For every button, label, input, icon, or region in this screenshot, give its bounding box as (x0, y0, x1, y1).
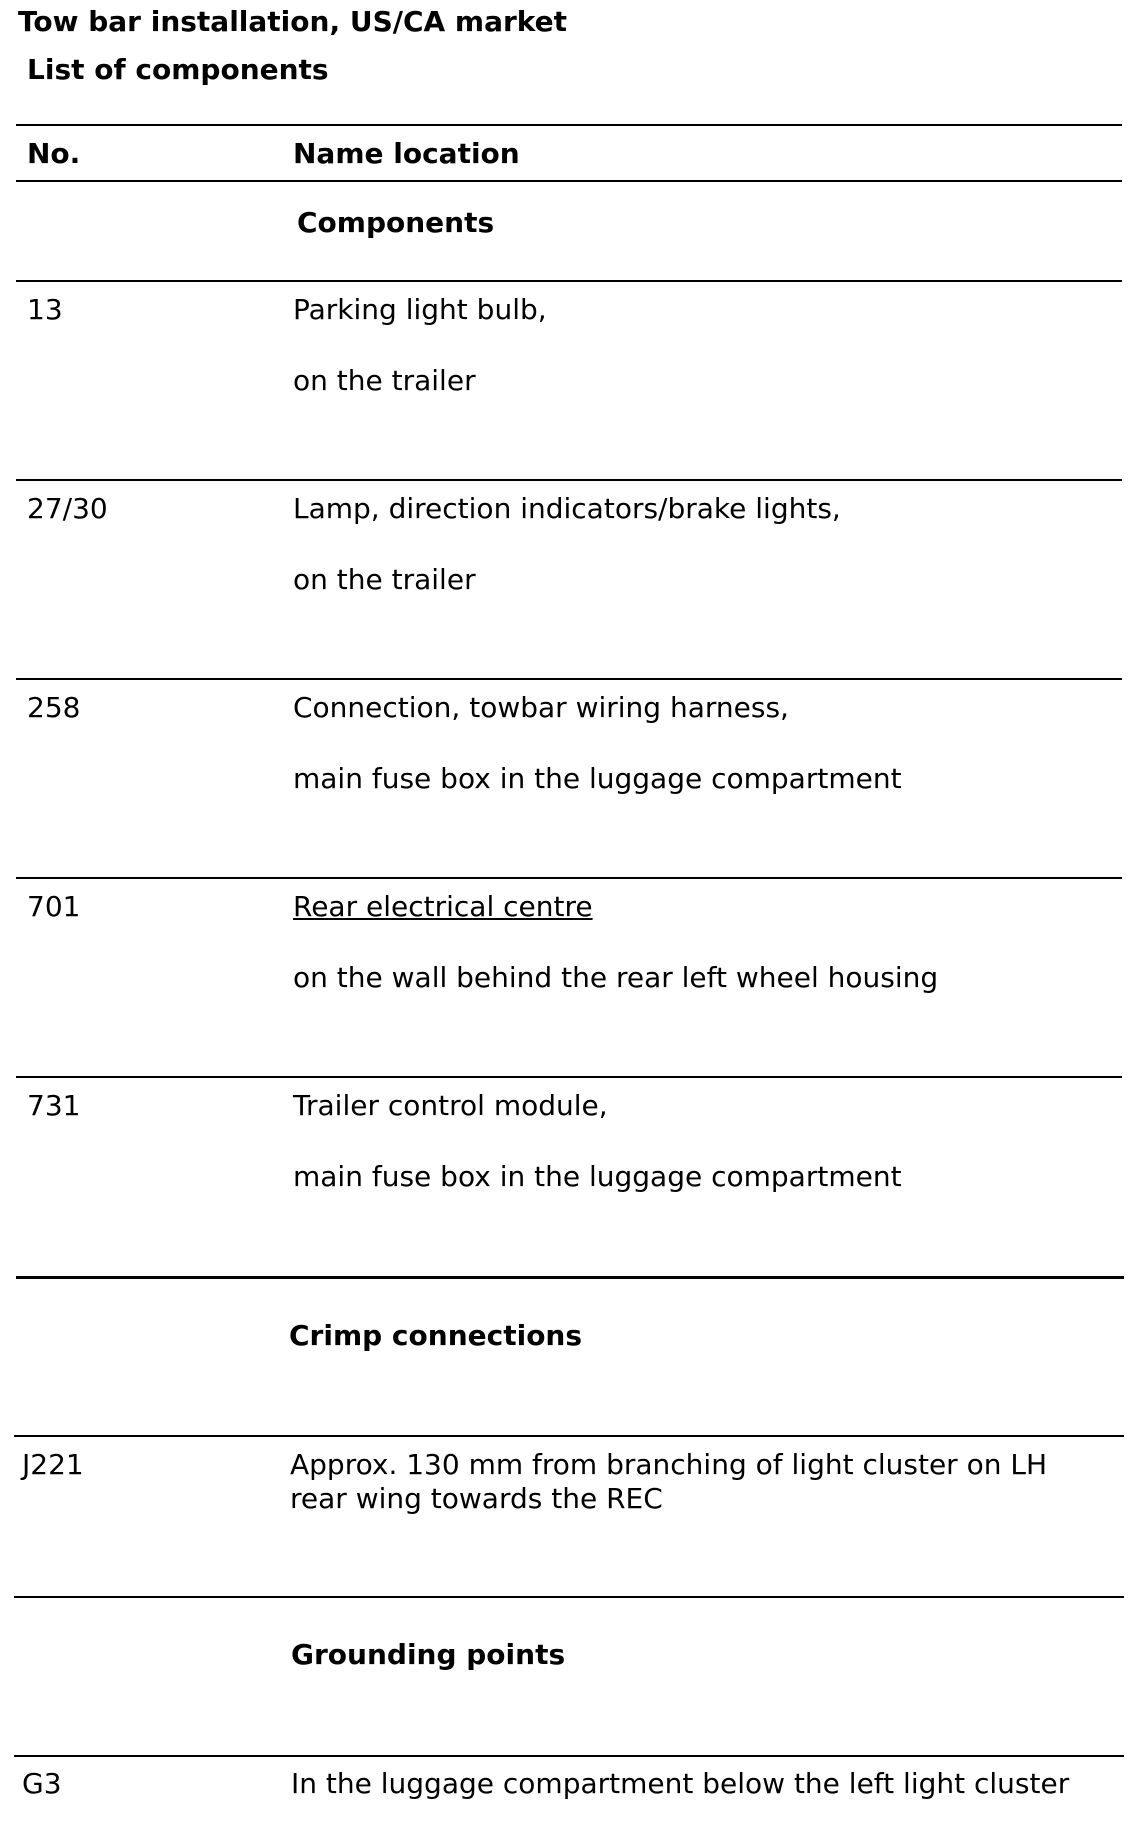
section-rule (14, 1596, 1124, 1598)
row-number: 13 (27, 293, 63, 326)
row-number: 731 (27, 1089, 81, 1122)
row-description-line-1: In the luggage compartment below the left light cluster (291, 1767, 1070, 1800)
row-location: main fuse box in the luggage compartment (293, 762, 902, 795)
column-header-number: No. (27, 137, 81, 170)
row-name: Connection, towbar wiring harness, (293, 691, 789, 724)
row-name: Lamp, direction indicators/brake lights, (293, 492, 841, 525)
column-header-name-location: Name location (293, 137, 520, 170)
row-number: 701 (27, 890, 81, 923)
row-rule (16, 678, 1122, 680)
row-name: Trailer control module, (293, 1089, 608, 1122)
row-rule (16, 479, 1122, 481)
row-rule (16, 877, 1122, 879)
row-rule (16, 280, 1122, 282)
section-heading-crimp-connections: Crimp connections (289, 1319, 583, 1352)
row-location: on the trailer (293, 563, 476, 596)
row-description-line-2: rear wing towards the REC (290, 1482, 663, 1515)
row-number: 27/30 (27, 492, 108, 525)
row-rule (14, 1435, 1124, 1437)
section-rule (16, 1276, 1124, 1279)
section-heading-components: Components (297, 206, 495, 239)
table-top-rule (16, 124, 1122, 126)
row-rule (16, 1076, 1122, 1078)
document-subtitle: List of components (27, 53, 329, 86)
row-number: G3 (22, 1767, 62, 1800)
row-number: 258 (27, 691, 81, 724)
row-number: J221 (22, 1448, 84, 1481)
row-description-line-1: Approx. 130 mm from branching of light cluster on LH (290, 1448, 1048, 1481)
row-location: main fuse box in the luggage compartment (293, 1160, 902, 1193)
row-location: on the trailer (293, 364, 476, 397)
row-name: Parking light bulb, (293, 293, 547, 326)
rear-electrical-centre-link[interactable]: Rear electrical centre (293, 890, 593, 923)
header-bottom-rule (16, 180, 1122, 182)
document-title: Tow bar installation, US/CA market (18, 5, 568, 38)
row-rule (14, 1755, 1124, 1757)
row-location: on the wall behind the rear left wheel housing (293, 961, 939, 994)
section-heading-grounding-points: Grounding points (291, 1638, 566, 1671)
